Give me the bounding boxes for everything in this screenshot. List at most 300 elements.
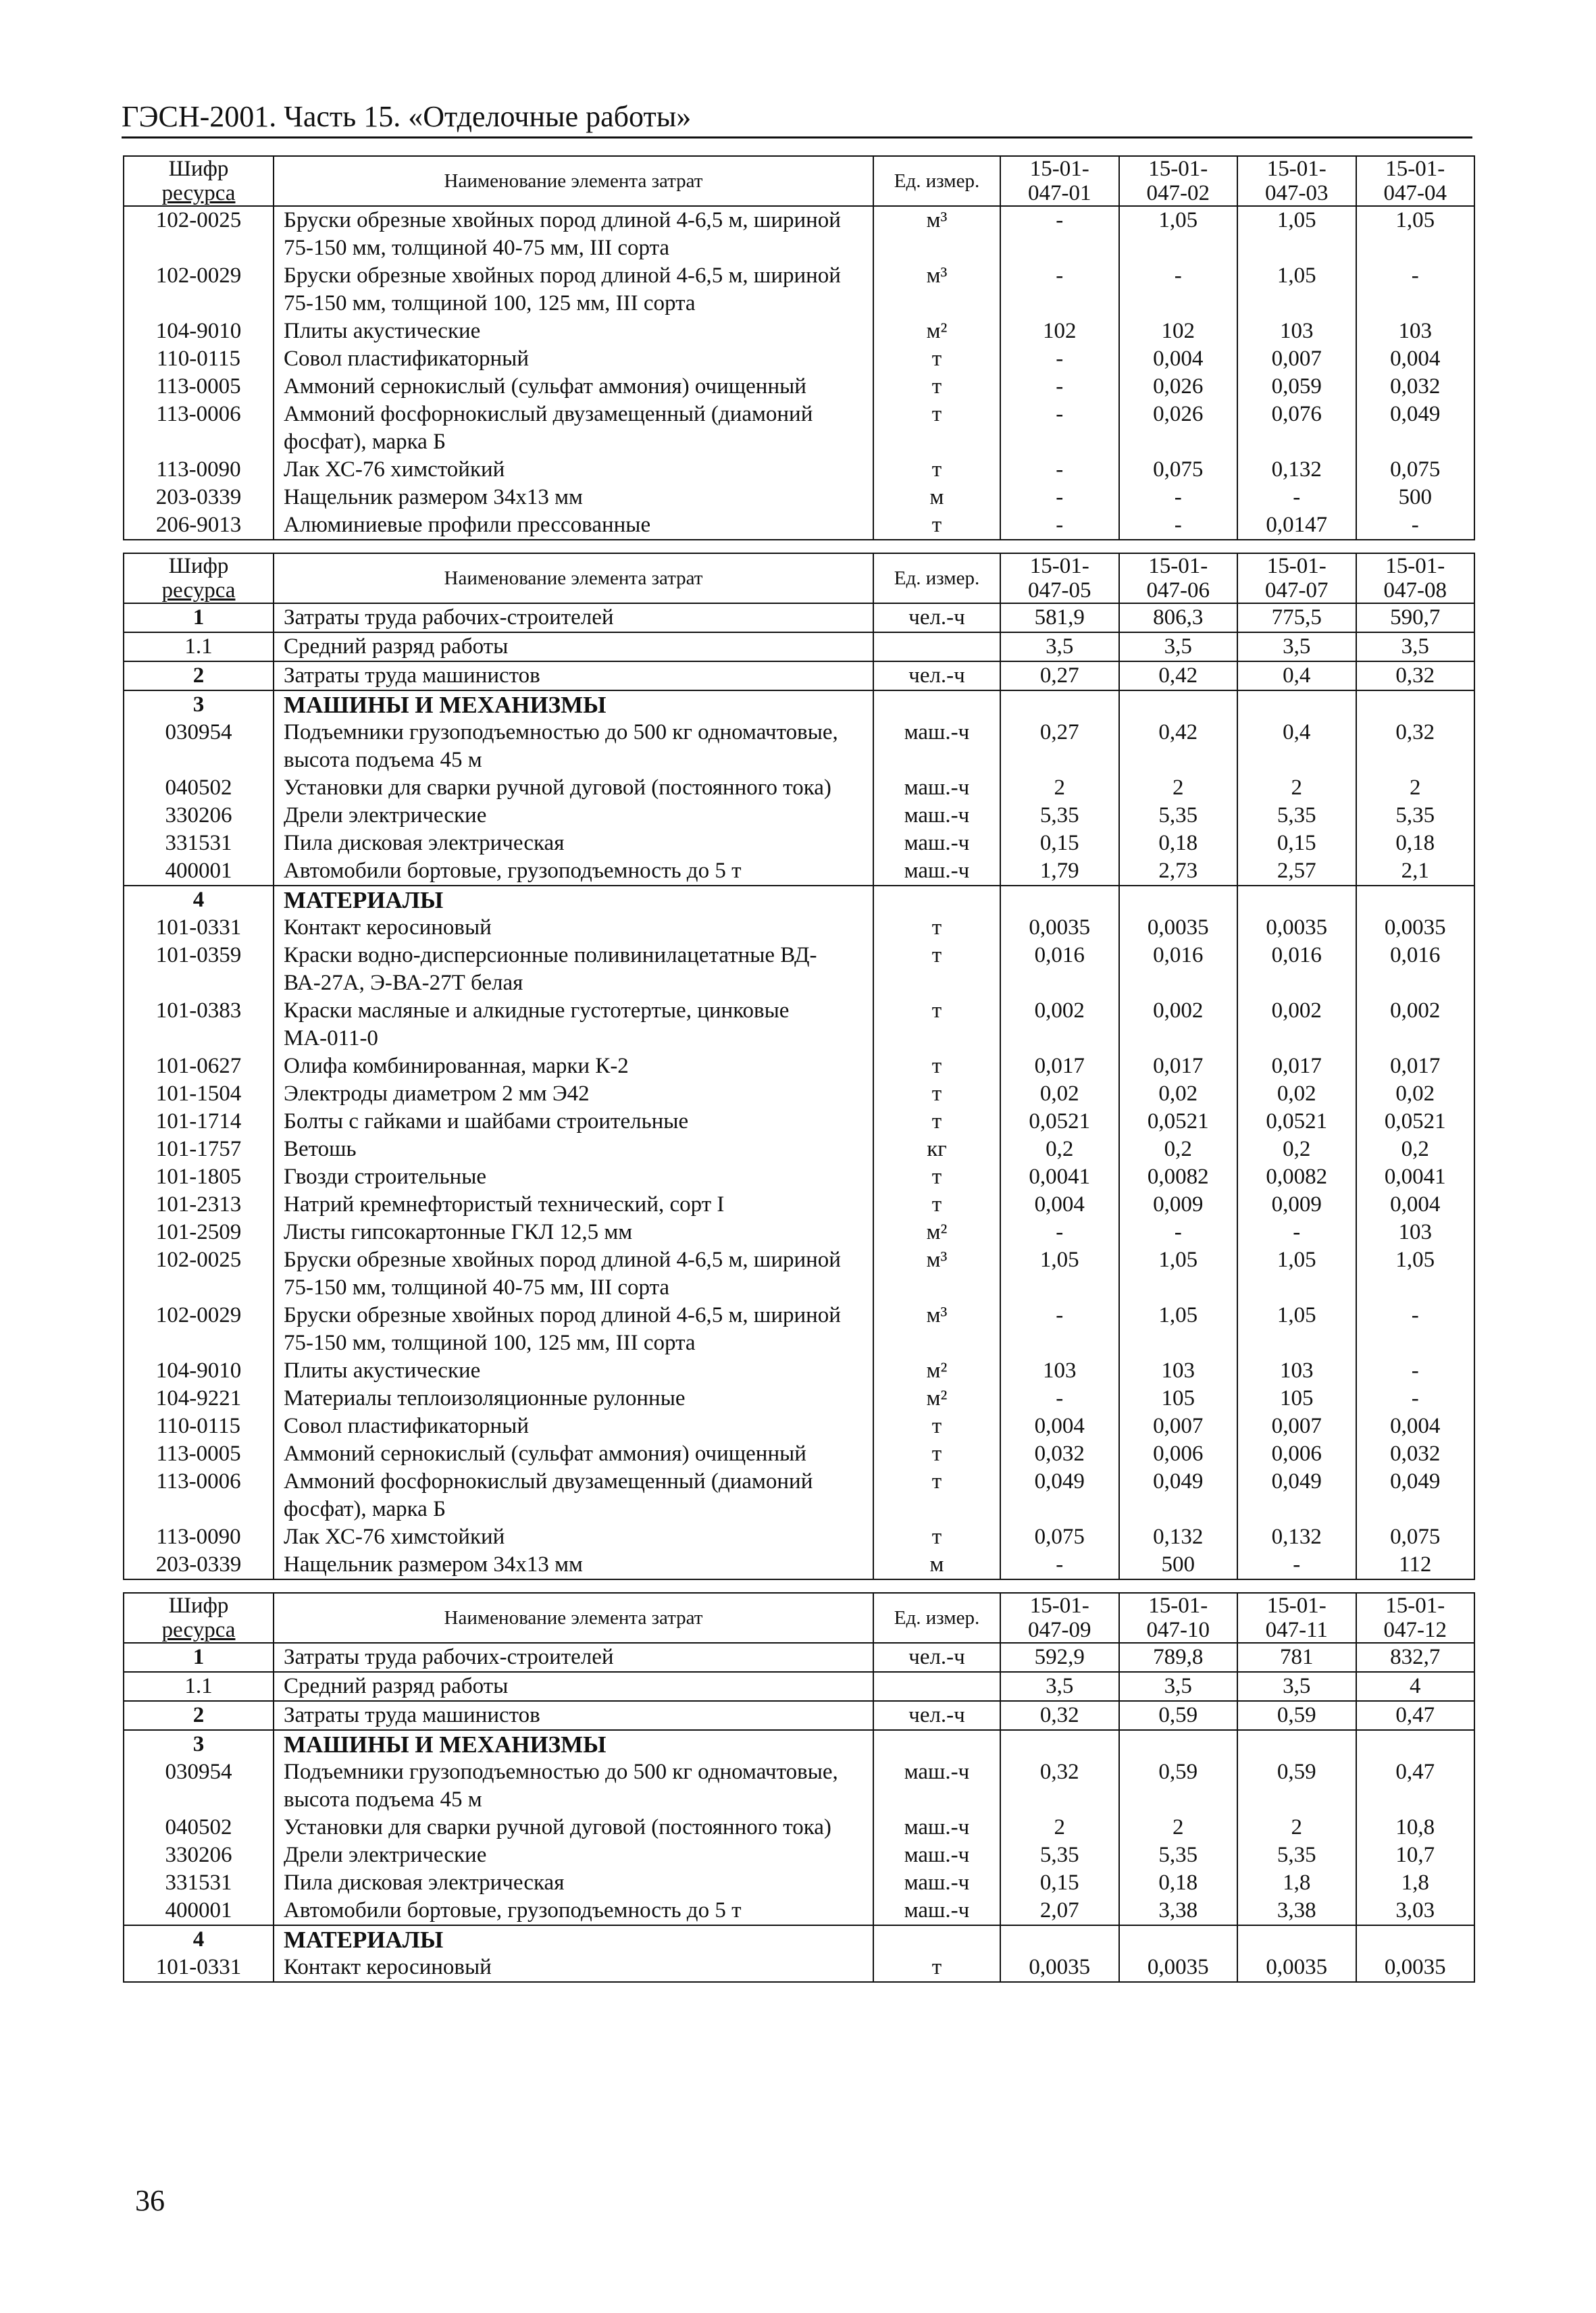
resource-value: 0,15 (1000, 830, 1119, 857)
resource-value: 1,05 (1237, 1246, 1356, 1302)
table-row (124, 1246, 1474, 1302)
resource-value: 0,075 (1000, 1523, 1119, 1551)
resource-value: - (1237, 484, 1356, 511)
resource-unit (873, 690, 1000, 719)
resource-name: Бруски обрезные хвойных пород длиной 4-6,5 м, шириной 75-150 мм, толщиной 40-75 мм, III сорта (274, 1246, 873, 1302)
resource-name: Алюминиевые профили прессованные (274, 511, 873, 540)
resource-unit: т (873, 1108, 1000, 1136)
table-row (124, 373, 1474, 401)
resource-unit: маш.-ч (873, 1869, 1000, 1897)
resource-code: 101-0331 (124, 914, 274, 942)
resource-value: 0,0035 (1356, 1954, 1475, 1982)
resource-value: 1,05 (1119, 1246, 1238, 1302)
resource-value: - (1000, 262, 1119, 317)
resource-value (1119, 1730, 1238, 1758)
resource-value: 0,009 (1119, 1191, 1238, 1219)
resource-value: 1,05 (1356, 206, 1475, 262)
header-norm-code (1119, 553, 1238, 603)
resource-value: 3,5 (1000, 632, 1119, 661)
resource-name: Аммоний фосфорнокислый двузамещенный (диамоний фосфат), марка Б (274, 1468, 873, 1523)
resource-name: МАТЕРИАЛЫ (274, 886, 873, 914)
resource-value: 0,032 (1356, 1440, 1475, 1468)
table-row (124, 456, 1474, 484)
resource-unit: чел.-ч (873, 1701, 1000, 1730)
resource-value: 5,35 (1000, 802, 1119, 830)
resource-value: 500 (1119, 1551, 1238, 1579)
resource-code: 1.1 (124, 632, 274, 661)
resource-value: 0,049 (1237, 1468, 1356, 1523)
resource-value: 1,79 (1000, 857, 1119, 886)
header-norm-code-line: 047-06 (1146, 578, 1210, 603)
table-row (124, 603, 1474, 632)
resource-unit: чел.-ч (873, 1643, 1000, 1672)
resource-value: 0,075 (1356, 456, 1475, 484)
header-code (124, 553, 274, 603)
resource-unit: м (873, 484, 1000, 511)
resource-value: 2,57 (1237, 857, 1356, 886)
resource-value (1000, 1925, 1119, 1954)
table-row (124, 1643, 1474, 1672)
resource-value: 2 (1119, 1814, 1238, 1841)
resource-unit (873, 886, 1000, 914)
resource-name: Электроды диаметром 2 мм Э42 (274, 1080, 873, 1108)
resource-value: - (1000, 1302, 1119, 1357)
resource-value: 0,0521 (1237, 1108, 1356, 1136)
header-code-line2 (130, 181, 267, 205)
resource-value: 1,05 (1237, 1302, 1356, 1357)
resource-value: 0,15 (1237, 830, 1356, 857)
resource-value: 0,026 (1119, 401, 1238, 456)
resource-value: 0,0035 (1119, 1954, 1238, 1982)
resource-value: 0,2 (1356, 1136, 1475, 1163)
resource-value: - (1000, 456, 1119, 484)
resource-value: 0,004 (1000, 1413, 1119, 1440)
resource-value: 2 (1237, 774, 1356, 802)
resource-value: - (1356, 262, 1475, 317)
header-norm-code-line: 15-01- (1266, 157, 1327, 181)
resource-value: 0,02 (1000, 1080, 1119, 1108)
resource-value: 0,32 (1000, 1701, 1119, 1730)
resource-value: 0,004 (1356, 1191, 1475, 1219)
header-rule (122, 136, 1472, 138)
resource-code: 101-0331 (124, 1954, 274, 1982)
resource-value: 0,016 (1356, 942, 1475, 997)
resource-value: 0,059 (1237, 373, 1356, 401)
resource-value: 0,18 (1119, 1869, 1238, 1897)
resource-value: 5,35 (1356, 802, 1475, 830)
header-norm-code-line: 15-01- (1148, 1594, 1208, 1618)
resource-value: 0,18 (1356, 830, 1475, 857)
resource-value: 0,002 (1237, 997, 1356, 1052)
resource-unit: м² (873, 1385, 1000, 1413)
resource-value: 103 (1356, 317, 1475, 345)
header-norm-code-line: 047-09 (1028, 1618, 1091, 1642)
header-code-line2 (130, 578, 267, 603)
table-row (124, 345, 1474, 373)
resource-value: 500 (1356, 484, 1475, 511)
header-norm-code-line: 15-01- (1266, 1594, 1327, 1618)
resource-unit: т (873, 1413, 1000, 1440)
table-row (124, 484, 1474, 511)
resource-value: 0,02 (1237, 1080, 1356, 1108)
resource-unit: маш.-ч (873, 830, 1000, 857)
resource-table (123, 1592, 1475, 1983)
resource-name: Нащельник размером 34х13 мм (274, 1551, 873, 1579)
resource-code: 203-0339 (124, 1551, 274, 1579)
resource-name: Плиты акустические (274, 1357, 873, 1385)
resource-value: 0,002 (1000, 997, 1119, 1052)
resource-value: 0,007 (1237, 1413, 1356, 1440)
resource-unit: маш.-ч (873, 1758, 1000, 1814)
resource-code: 101-1504 (124, 1080, 274, 1108)
resource-value: - (1000, 373, 1119, 401)
resource-value: 3,38 (1237, 1897, 1356, 1925)
resource-unit: т (873, 345, 1000, 373)
resource-unit: м (873, 1551, 1000, 1579)
resource-name: Аммоний фосфорнокислый двузамещенный (диамоний фосфат), марка Б (274, 401, 873, 456)
resource-name: Контакт керосиновый (274, 1954, 873, 1982)
header-norm-code (1119, 156, 1238, 206)
resource-value: 0,27 (1000, 719, 1119, 774)
header-code (124, 156, 274, 206)
resource-value: 0,132 (1237, 1523, 1356, 1551)
resource-value: 0,59 (1237, 1758, 1356, 1814)
resource-value: 0,27 (1000, 661, 1119, 690)
resource-value: 0,32 (1000, 1758, 1119, 1814)
table-row (124, 1841, 1474, 1869)
resource-value: 775,5 (1237, 603, 1356, 632)
resource-code: 1 (124, 603, 274, 632)
table-row (124, 1523, 1474, 1551)
resource-value: 581,9 (1000, 603, 1119, 632)
resource-unit: т (873, 401, 1000, 456)
resource-value: 0,4 (1237, 661, 1356, 690)
header-norm-code-line: 15-01- (1029, 1594, 1089, 1618)
table-row (124, 1440, 1474, 1468)
resource-value: 2 (1000, 774, 1119, 802)
resource-value: 103 (1237, 317, 1356, 345)
table-row (124, 1191, 1474, 1219)
header-name: Наименование элемента затрат (274, 553, 873, 603)
resource-value (1237, 1925, 1356, 1954)
table-row (124, 830, 1474, 857)
resource-value: 5,35 (1237, 1841, 1356, 1869)
resource-name: Дрели электрические (274, 1841, 873, 1869)
resource-unit: м³ (873, 206, 1000, 262)
resource-value: 806,3 (1119, 603, 1238, 632)
header-norm-code-line: 047-11 (1265, 1618, 1328, 1642)
resource-code: 113-0090 (124, 1523, 274, 1551)
table-row (124, 1701, 1474, 1730)
resource-code: 400001 (124, 1897, 274, 1925)
resource-code: 110-0115 (124, 345, 274, 373)
resource-value: 592,9 (1000, 1643, 1119, 1672)
resource-value: 0,004 (1356, 345, 1475, 373)
resource-value: 10,8 (1356, 1814, 1475, 1841)
header-norm-code (1237, 553, 1356, 603)
resource-value: 3,5 (1119, 1672, 1238, 1701)
resource-value: 0,32 (1356, 661, 1475, 690)
resource-value: 0,132 (1119, 1523, 1238, 1551)
resource-value: 0,0082 (1119, 1163, 1238, 1191)
resource-value: 2,07 (1000, 1897, 1119, 1925)
resource-value: 789,8 (1119, 1643, 1238, 1672)
header-norm-code-line: 047-10 (1146, 1618, 1210, 1642)
resource-code: 1 (124, 1643, 274, 1672)
resource-value: 0,017 (1000, 1052, 1119, 1080)
table-row (124, 719, 1474, 774)
table-row (124, 1357, 1474, 1385)
resource-value: 0,006 (1119, 1440, 1238, 1468)
resource-value: 0,0521 (1356, 1108, 1475, 1136)
resource-code: 3 (124, 690, 274, 719)
resource-unit: т (873, 914, 1000, 942)
resource-value: 1,8 (1237, 1869, 1356, 1897)
resource-value (1237, 690, 1356, 719)
resource-unit: т (873, 1954, 1000, 1982)
resource-unit: маш.-ч (873, 1897, 1000, 1925)
resource-value: 0,132 (1237, 456, 1356, 484)
resource-value: 1,05 (1237, 206, 1356, 262)
resource-value: 0,32 (1356, 719, 1475, 774)
resource-value: 3,5 (1356, 632, 1475, 661)
resource-name: Болты с гайками и шайбами строительные (274, 1108, 873, 1136)
resource-code: 4 (124, 886, 274, 914)
resource-value: 0,18 (1119, 830, 1238, 857)
resource-value: 3,5 (1119, 632, 1238, 661)
resource-value: 4 (1356, 1672, 1475, 1701)
resource-code: 101-0627 (124, 1052, 274, 1080)
resource-unit: т (873, 1080, 1000, 1108)
resource-name: МАШИНЫ И МЕХАНИЗМЫ (274, 690, 873, 719)
resource-name: Аммоний сернокислый (сульфат аммония) очищенный (274, 373, 873, 401)
resource-value (1356, 1925, 1475, 1954)
resource-unit: т (873, 1440, 1000, 1468)
norm-tables (123, 155, 1474, 1995)
resource-value: 0,0035 (1237, 914, 1356, 942)
resource-value: 0,076 (1237, 401, 1356, 456)
resource-name: Бруски обрезные хвойных пород длиной 4-6,5 м, шириной 75-150 мм, толщиной 100, 125 мм, III сорта (274, 1302, 873, 1357)
resource-name: Контакт керосиновый (274, 914, 873, 942)
resource-unit: маш.-ч (873, 1841, 1000, 1869)
resource-name: Затраты труда рабочих-строителей (274, 1643, 873, 1672)
resource-value: 2,73 (1119, 857, 1238, 886)
resource-code: 113-0090 (124, 456, 274, 484)
resource-unit: т (873, 373, 1000, 401)
table-row (124, 1730, 1474, 1758)
resource-value: 0,42 (1119, 719, 1238, 774)
table-row (124, 1108, 1474, 1136)
resource-name: Гвозди строительные (274, 1163, 873, 1191)
resource-value: 0,004 (1119, 345, 1238, 373)
header-norm-code-line: 15-01- (1148, 554, 1208, 578)
resource-value (1000, 886, 1119, 914)
resource-value: 0,049 (1356, 401, 1475, 456)
resource-value: 0,59 (1119, 1758, 1238, 1814)
resource-value (1237, 1730, 1356, 1758)
resource-code: 102-0025 (124, 206, 274, 262)
resource-unit: т (873, 997, 1000, 1052)
resource-code: 101-0359 (124, 942, 274, 997)
resource-name: Лак ХС-76 химстойкий (274, 456, 873, 484)
resource-value: 0,016 (1119, 942, 1238, 997)
table-row (124, 206, 1474, 262)
resource-name: Средний разряд работы (274, 1672, 873, 1701)
resource-name: Установки для сварки ручной дуговой (постоянного тока) (274, 1814, 873, 1841)
resource-unit: т (873, 1052, 1000, 1080)
resource-unit (873, 1672, 1000, 1701)
resource-name: Совол пластификаторный (274, 1413, 873, 1440)
resource-value: 0,032 (1000, 1440, 1119, 1468)
resource-value: 103 (1000, 1357, 1119, 1385)
resource-value: 0,0035 (1000, 1954, 1119, 1982)
table-row (124, 1080, 1474, 1108)
resource-value: 0,007 (1237, 345, 1356, 373)
table-row (124, 1869, 1474, 1897)
resource-value: 0,007 (1119, 1413, 1238, 1440)
resource-value: 105 (1237, 1385, 1356, 1413)
resource-value: 0,0035 (1356, 914, 1475, 942)
resource-value: 0,049 (1356, 1468, 1475, 1523)
resource-table (123, 155, 1475, 540)
resource-value: 0,0521 (1119, 1108, 1238, 1136)
header-name: Наименование элемента затрат (274, 156, 873, 206)
table-row (124, 914, 1474, 942)
resource-value: - (1356, 1357, 1475, 1385)
resource-name: Бруски обрезные хвойных пород длиной 4-6,5 м, шириной 75-150 мм, толщиной 100, 125 мм, III сорта (274, 262, 873, 317)
resource-unit: чел.-ч (873, 661, 1000, 690)
resource-value: 0,049 (1119, 1468, 1238, 1523)
resource-value: - (1119, 484, 1238, 511)
resource-value: 0,2 (1237, 1136, 1356, 1163)
resource-code: 2 (124, 1701, 274, 1730)
table-row (124, 317, 1474, 345)
table-header-row (124, 1593, 1474, 1643)
resource-name: Натрий кремнефтористый технический, сорт I (274, 1191, 873, 1219)
resource-value: 0,0041 (1356, 1163, 1475, 1191)
table-row (124, 1468, 1474, 1523)
resource-code: 102-0029 (124, 1302, 274, 1357)
resource-value: 0,42 (1119, 661, 1238, 690)
table-row (124, 1814, 1474, 1841)
resource-unit: м² (873, 1357, 1000, 1385)
resource-unit: м³ (873, 1302, 1000, 1357)
resource-value: 112 (1356, 1551, 1475, 1579)
table-row (124, 1413, 1474, 1440)
resource-value: 0,47 (1356, 1701, 1475, 1730)
resource-value (1000, 690, 1119, 719)
header-code (124, 1593, 274, 1643)
resource-unit: м³ (873, 1246, 1000, 1302)
resource-unit (873, 1925, 1000, 1954)
resource-name: Средний разряд работы (274, 632, 873, 661)
resource-value: 0,0041 (1000, 1163, 1119, 1191)
resource-name: Олифа комбинированная, марки К-2 (274, 1052, 873, 1080)
resource-value: - (1000, 345, 1119, 373)
resource-code: 040502 (124, 1814, 274, 1841)
resource-value: - (1119, 511, 1238, 540)
resource-code: 113-0005 (124, 1440, 274, 1468)
resource-value: 0,59 (1119, 1701, 1238, 1730)
resource-value: 0,02 (1119, 1080, 1238, 1108)
resource-name: Бруски обрезные хвойных пород длиной 4-6,5 м, шириной 75-150 мм, толщиной 40-75 мм, III сорта (274, 206, 873, 262)
resource-value: - (1000, 1551, 1119, 1579)
resource-value: 3,5 (1237, 632, 1356, 661)
header-unit: Ед. измер. (873, 1593, 1000, 1643)
resource-value: 1,05 (1237, 262, 1356, 317)
resource-value: 3,5 (1237, 1672, 1356, 1701)
header-norm-code-line: 15-01- (1266, 554, 1327, 578)
resource-code: 331531 (124, 830, 274, 857)
resource-value: 590,7 (1356, 603, 1475, 632)
resource-name: Краски масляные и алкидные густотертые, цинковые МА-011-0 (274, 997, 873, 1052)
resource-code: 330206 (124, 802, 274, 830)
resource-value: 102 (1000, 317, 1119, 345)
resource-value: - (1000, 484, 1119, 511)
header-norm-code (1237, 156, 1356, 206)
table-row (124, 661, 1474, 690)
resource-unit: т (873, 511, 1000, 540)
table-row (124, 262, 1474, 317)
resource-value: 1,05 (1119, 206, 1238, 262)
resource-code: 2 (124, 661, 274, 690)
table-row (124, 511, 1474, 540)
resource-unit: т (873, 1163, 1000, 1191)
resource-value: 0,15 (1000, 1869, 1119, 1897)
resource-value: 0,006 (1237, 1440, 1356, 1468)
resource-value: 0,016 (1000, 942, 1119, 997)
resource-value: 0,0035 (1237, 1954, 1356, 1982)
resource-value: - (1000, 1385, 1119, 1413)
resource-value: 0,0147 (1237, 511, 1356, 540)
resource-value: 0,049 (1000, 1468, 1119, 1523)
resource-value (1356, 886, 1475, 914)
resource-value: 0,026 (1119, 373, 1238, 401)
resource-unit: т (873, 1468, 1000, 1523)
resource-value: 102 (1119, 317, 1238, 345)
resource-value: - (1356, 1385, 1475, 1413)
resource-name: Подъемники грузоподъемностью до 500 кг одномачтовые, высота подъема 45 м (274, 719, 873, 774)
resource-code: 101-1757 (124, 1136, 274, 1163)
header-norm-code (1356, 156, 1475, 206)
resource-value (1356, 690, 1475, 719)
resource-code: 206-9013 (124, 511, 274, 540)
resource-name: Затраты труда машинистов (274, 661, 873, 690)
header-norm-code-line: 047-04 (1383, 181, 1447, 205)
resource-value: 0,4 (1237, 719, 1356, 774)
resource-code: 030954 (124, 1758, 274, 1814)
table-header-row (124, 553, 1474, 603)
resource-value: 2 (1119, 774, 1238, 802)
table-row (124, 1897, 1474, 1925)
resource-code: 101-1714 (124, 1108, 274, 1136)
header-unit: Ед. измер. (873, 553, 1000, 603)
resource-value (1119, 690, 1238, 719)
table-row (124, 401, 1474, 456)
resource-unit: чел.-ч (873, 603, 1000, 632)
header-norm-code-line: 047-03 (1265, 181, 1329, 205)
header-norm-code (1000, 156, 1119, 206)
resource-name: Пила дисковая электрическая (274, 1869, 873, 1897)
header-name: Наименование элемента затрат (274, 1593, 873, 1643)
resource-code: 113-0006 (124, 401, 274, 456)
table-row (124, 802, 1474, 830)
resource-value: 0,017 (1119, 1052, 1238, 1080)
table-row (124, 1136, 1474, 1163)
resource-unit: т (873, 942, 1000, 997)
resource-value: - (1119, 1219, 1238, 1246)
resource-name: Затраты труда машинистов (274, 1701, 873, 1730)
